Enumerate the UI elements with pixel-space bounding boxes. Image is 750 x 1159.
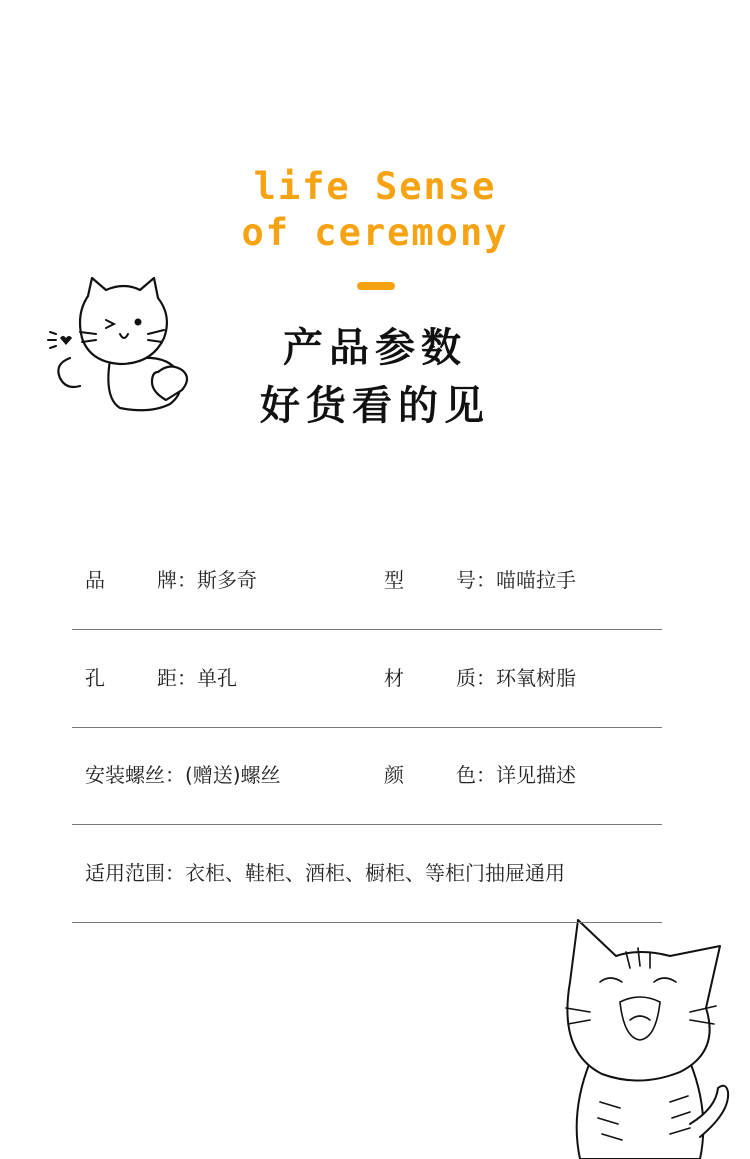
spec-usage <box>85 825 565 922</box>
spec-brand <box>85 532 257 629</box>
spec-row-brand-model <box>72 532 662 630</box>
english-title-line-1: life Sense <box>253 165 497 208</box>
spec-value: 喵喵拉手 <box>496 568 576 592</box>
spec-colon: ： <box>177 568 197 592</box>
spec-colon: ： <box>476 763 496 787</box>
spec-key: 孔 距 <box>85 666 177 690</box>
spec-key: 型 号 <box>384 568 476 592</box>
spec-value: 衣柜、鞋柜、酒柜、橱柜、等柜门抽屉通用 <box>185 861 565 885</box>
spec-value: 环氧树脂 <box>496 666 576 690</box>
spec-screws <box>85 727 281 824</box>
spec-row-hole-material <box>72 630 662 728</box>
english-title-line-2: of ceremony <box>241 211 509 254</box>
spec-row-usage <box>72 825 662 923</box>
spec-material <box>384 630 576 727</box>
spec-colon: ： <box>476 568 496 592</box>
spec-model <box>384 532 576 629</box>
spec-colon: ： <box>165 861 185 885</box>
spec-hole-distance <box>85 630 237 727</box>
spec-value: 单孔 <box>197 666 237 690</box>
cat-heart-illustration <box>40 268 200 418</box>
spec-row-screws-color <box>72 727 662 825</box>
spec-color <box>384 727 576 824</box>
spec-value: 斯多奇 <box>197 568 257 592</box>
spec-key: 适用范围 <box>85 861 165 885</box>
spec-key: 材 质 <box>384 666 476 690</box>
spec-colon: ： <box>476 666 496 690</box>
chinese-title-line-1: 产品参数 <box>283 325 467 371</box>
spec-key: 安装螺丝 <box>85 763 165 787</box>
accent-bar <box>357 282 395 290</box>
spec-colon: ： <box>165 763 185 787</box>
spec-key: 品 牌 <box>85 568 177 592</box>
spec-value: 详见描述 <box>496 763 576 787</box>
chinese-title-line-2: 好货看的见 <box>260 383 490 429</box>
laughing-cat-illustration <box>530 912 740 1159</box>
spec-value: (赠送)螺丝 <box>185 763 281 787</box>
spec-key: 颜 色 <box>384 763 476 787</box>
spec-colon: ： <box>177 666 197 690</box>
